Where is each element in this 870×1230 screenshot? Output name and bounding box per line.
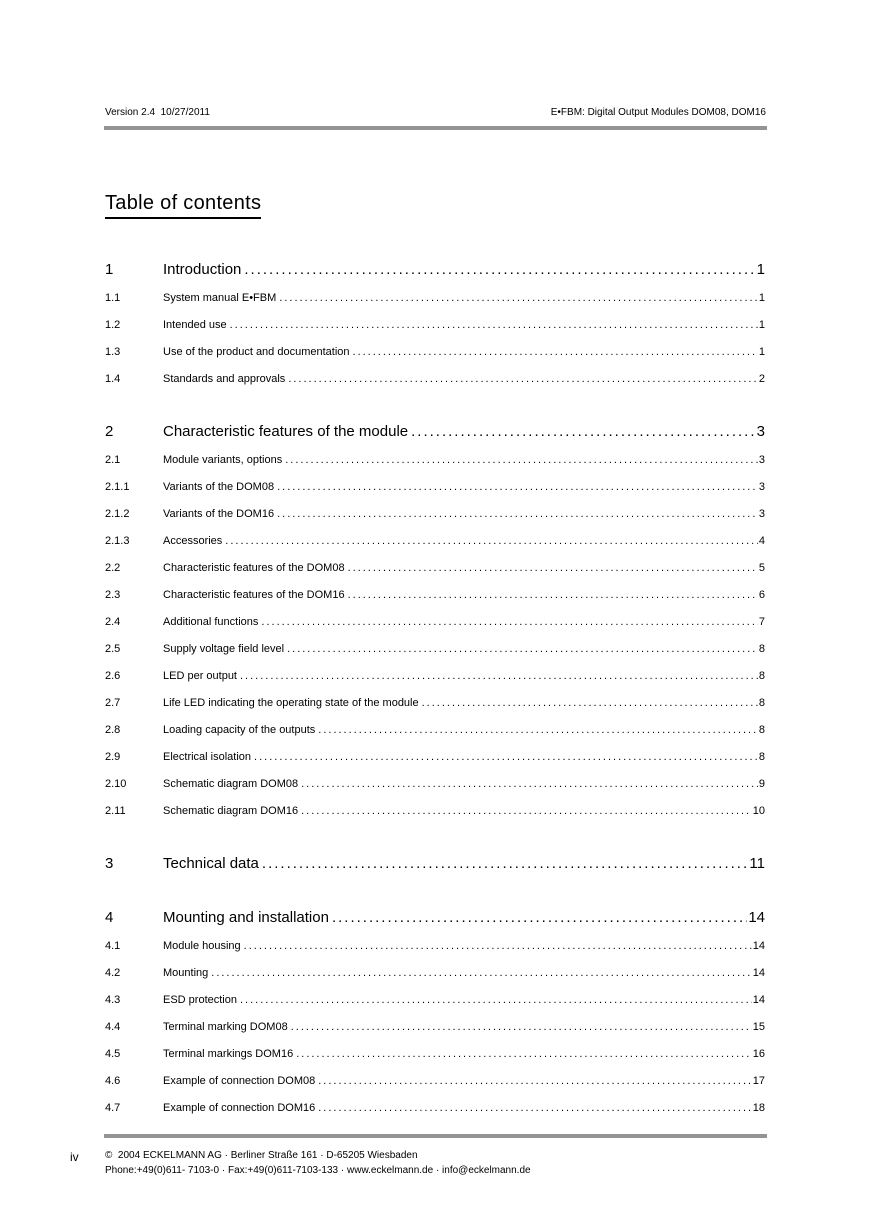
toc-entry-row: [105, 960, 765, 987]
dot-leader: [277, 501, 758, 528]
toc-entry-number: 4.1: [105, 940, 121, 952]
dot-leader: [288, 366, 758, 393]
toc-entry-title: Module housing: [163, 940, 241, 952]
dot-leader: [240, 663, 758, 690]
dot-leader: [254, 744, 758, 771]
toc-entry-page: 8: [758, 670, 765, 682]
toc-entry-number: 2.9: [105, 751, 121, 763]
toc-entry-row: [105, 555, 765, 582]
dot-leader: [301, 798, 752, 825]
toc-entry-title: Variants of the DOM08: [163, 481, 275, 493]
toc-entry-title: Additional functions: [163, 616, 259, 628]
toc-entry-page: 1: [758, 292, 765, 304]
toc-entry-page: 3: [758, 508, 765, 520]
toc-chapter-title: Technical data: [163, 855, 259, 872]
dot-leader: [244, 933, 752, 960]
toc-chapter-row: [105, 903, 765, 933]
toc-entry-row: [105, 933, 765, 960]
toc-entry-title: ESD protection: [163, 994, 237, 1006]
toc-entry-title: Intended use: [163, 319, 227, 331]
table-of-contents: [105, 255, 765, 1122]
toc-entry-title: Use of the product and documentation: [163, 346, 350, 358]
toc-entry-row: [105, 636, 765, 663]
toc-entry-number: 2.4: [105, 616, 121, 628]
toc-entry-number: 2.1: [105, 454, 121, 466]
footer-rule: [104, 1134, 767, 1138]
dot-leader: [291, 1014, 752, 1041]
footer-phone-line: Phone:+49(0)611- 7103-0 · Fax:+49(0)611-7103-133 · www.eckelmann.de · info@eckelmann.de: [105, 1165, 531, 1176]
toc-entry-page: 8: [758, 724, 765, 736]
toc-entry-title: Example of connection DOM08: [163, 1075, 316, 1087]
dot-leader: [211, 960, 751, 987]
toc-entry-page: 17: [752, 1075, 765, 1087]
toc-entry-number: 2.7: [105, 697, 121, 709]
toc-chapter-title: Introduction: [163, 261, 242, 278]
toc-entry-row: [105, 744, 765, 771]
toc-entry-title: Characteristic features of the DOM16: [163, 589, 345, 601]
toc-entry-number: 2.5: [105, 643, 121, 655]
header-rule: [104, 126, 767, 130]
toc-chapter-page: 1: [756, 261, 765, 278]
toc-entry-number: 2.1.2: [105, 508, 130, 520]
dot-leader: [353, 339, 758, 366]
toc-entry-row: [105, 582, 765, 609]
toc-entry-page: 8: [758, 643, 765, 655]
toc-entry-title: Accessories: [163, 535, 223, 547]
toc-chapter-title: Characteristic features of the module: [163, 423, 409, 440]
toc-entry-number: 1.1: [105, 292, 121, 304]
toc-chapter-page: 11: [749, 855, 765, 872]
dot-leader: [332, 903, 747, 933]
toc-entry-page: 4: [758, 535, 765, 547]
toc-chapter-number: 1: [105, 261, 114, 278]
toc-entry-page: 9: [758, 778, 765, 790]
toc-entry-title: Terminal marking DOM08: [163, 1021, 288, 1033]
dot-leader: [318, 1068, 752, 1095]
dot-leader: [422, 690, 758, 717]
footer-copyright-line: © 2004 ECKELMANN AG · Berliner Straße 161 · D-65205 Wiesbaden: [105, 1150, 418, 1161]
toc-entry-page: 10: [752, 805, 765, 817]
toc-entry-number: 2.1.1: [105, 481, 130, 493]
footer-contact-block: [105, 1148, 531, 1178]
toc-entry-row: [105, 528, 765, 555]
dot-leader: [261, 609, 757, 636]
dot-leader: [348, 582, 758, 609]
toc-entry-number: 2.8: [105, 724, 121, 736]
toc-entry-title: Standards and approvals: [163, 373, 286, 385]
dot-leader: [262, 849, 749, 879]
toc-entry-title: Supply voltage field level: [163, 643, 285, 655]
toc-entry-page: 14: [752, 994, 765, 1006]
toc-entry-row: [105, 285, 765, 312]
toc-entry-number: 2.1.3: [105, 535, 130, 547]
toc-entry-page: 7: [758, 616, 765, 628]
dot-leader: [225, 528, 758, 555]
toc-entry-number: 2.3: [105, 589, 121, 601]
toc-entry-page: 3: [758, 481, 765, 493]
footer-page-number: iv: [70, 1150, 79, 1164]
toc-chapter-row: [105, 417, 765, 447]
toc-entry-title: System manual E•FBM: [163, 292, 277, 304]
toc-entry-row: [105, 366, 765, 393]
toc-entry-row: [105, 1014, 765, 1041]
toc-entry-page: 16: [752, 1048, 765, 1060]
toc-entry-row: [105, 663, 765, 690]
toc-entry-page: 8: [758, 697, 765, 709]
toc-entry-row: [105, 798, 765, 825]
toc-entry-row: [105, 717, 765, 744]
toc-entry-title: Schematic diagram DOM16: [163, 805, 299, 817]
toc-entry-page: 14: [752, 940, 765, 952]
dot-leader: [296, 1041, 752, 1068]
toc-entry-row: [105, 447, 765, 474]
toc-entry-number: 1.2: [105, 319, 121, 331]
toc-entry-page: 2: [758, 373, 765, 385]
toc-entry-row: [105, 1068, 765, 1095]
toc-entry-page: 5: [758, 562, 765, 574]
toc-chapter-title: Mounting and installation: [163, 909, 329, 926]
toc-section: [105, 417, 765, 825]
toc-entry-number: 2.6: [105, 670, 121, 682]
dot-leader: [277, 474, 758, 501]
dot-leader: [411, 417, 756, 447]
toc-chapter-number: 2: [105, 423, 114, 440]
toc-chapter-row: [105, 255, 765, 285]
toc-entry-number: 4.5: [105, 1048, 121, 1060]
toc-entry-page: 6: [758, 589, 765, 601]
toc-entry-title: LED per output: [163, 670, 237, 682]
toc-entry-title: Mounting: [163, 967, 209, 979]
header-document-title: E•FBM: Digital Output Modules DOM08, DOM16: [550, 107, 766, 118]
toc-entry-row: [105, 1095, 765, 1122]
dot-leader: [301, 771, 758, 798]
toc-entry-number: 4.7: [105, 1102, 121, 1114]
dot-leader: [287, 636, 758, 663]
toc-entry-row: [105, 987, 765, 1014]
toc-entry-number: 2.10: [105, 778, 127, 790]
dot-leader: [244, 255, 755, 285]
toc-entry-title: Loading capacity of the outputs: [163, 724, 316, 736]
toc-chapter-number: 4: [105, 909, 114, 926]
toc-entry-number: 4.2: [105, 967, 121, 979]
toc-section: [105, 849, 765, 879]
toc-entry-row: [105, 1041, 765, 1068]
toc-entry-row: [105, 501, 765, 528]
toc-chapter-row: [105, 849, 765, 879]
dot-leader: [348, 555, 758, 582]
toc-entry-title: Variants of the DOM16: [163, 508, 275, 520]
toc-entry-page: 14: [752, 967, 765, 979]
dot-leader: [318, 717, 758, 744]
dot-leader: [318, 1095, 752, 1122]
toc-entry-number: 2.2: [105, 562, 121, 574]
toc-entry-page: 15: [752, 1021, 765, 1033]
toc-entry-title: Example of connection DOM16: [163, 1102, 316, 1114]
toc-entry-number: 4.6: [105, 1075, 121, 1087]
toc-entry-number: 4.3: [105, 994, 121, 1006]
toc-entry-row: [105, 312, 765, 339]
toc-entry-number: 2.11: [105, 805, 126, 817]
toc-entry-title: Module variants, options: [163, 454, 283, 466]
toc-entry-page: 1: [758, 319, 765, 331]
toc-section: [105, 903, 765, 1122]
toc-entry-page: 18: [752, 1102, 765, 1114]
toc-entry-row: [105, 771, 765, 798]
toc-chapter-page: 14: [748, 909, 765, 926]
toc-entry-page: 8: [758, 751, 765, 763]
toc-entry-page: 3: [758, 454, 765, 466]
dot-leader: [230, 312, 758, 339]
toc-entry-row: [105, 339, 765, 366]
toc-chapter-number: 3: [105, 855, 114, 872]
toc-entry-page: 1: [758, 346, 765, 358]
toc-entry-number: 4.4: [105, 1021, 121, 1033]
toc-chapter-page: 3: [756, 423, 765, 440]
toc-entry-number: 1.3: [105, 346, 121, 358]
page-title: Table of contents: [105, 192, 261, 219]
header-version-date: Version 2.4 10/27/2011: [105, 107, 210, 118]
toc-entry-title: Terminal markings DOM16: [163, 1048, 294, 1060]
toc-entry-title: Schematic diagram DOM08: [163, 778, 299, 790]
toc-entry-title: Life LED indicating the operating state of the module: [163, 697, 419, 709]
dot-leader: [285, 447, 758, 474]
toc-entry-number: 1.4: [105, 373, 121, 385]
toc-entry-row: [105, 609, 765, 636]
toc-entry-title: Characteristic features of the DOM08: [163, 562, 345, 574]
dot-leader: [240, 987, 752, 1014]
dot-leader: [279, 285, 758, 312]
toc-entry-title: Electrical isolation: [163, 751, 252, 763]
toc-entry-row: [105, 690, 765, 717]
toc-content: [105, 192, 765, 1146]
toc-entry-row: [105, 474, 765, 501]
toc-section: [105, 255, 765, 393]
